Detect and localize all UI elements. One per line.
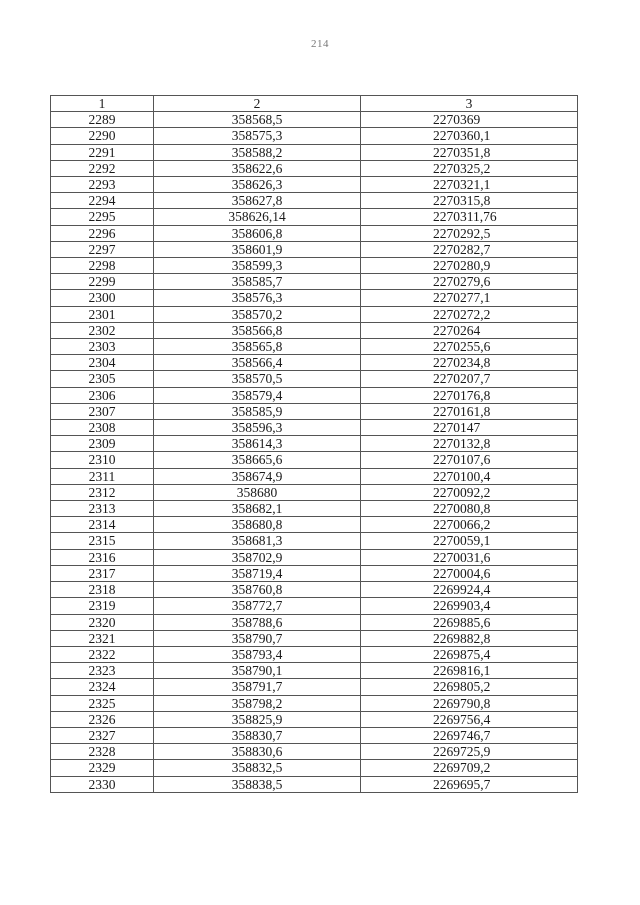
table-row bbox=[51, 533, 578, 549]
x-coordinate-cell: 358825,9 bbox=[154, 711, 361, 727]
point-number-cell: 2294 bbox=[51, 193, 154, 209]
x-coordinate-cell: 358566,8 bbox=[154, 322, 361, 338]
x-coordinate-cell: 358788,6 bbox=[154, 614, 361, 630]
point-number-cell: 2310 bbox=[51, 452, 154, 468]
x-coordinate-cell: 358674,9 bbox=[154, 468, 361, 484]
point-number-cell: 2327 bbox=[51, 727, 154, 743]
table-row bbox=[51, 274, 578, 290]
x-coordinate-cell: 358588,2 bbox=[154, 144, 361, 160]
point-number-cell: 2295 bbox=[51, 209, 154, 225]
table-header bbox=[51, 96, 578, 112]
y-coordinate-cell: 2270279,6 bbox=[361, 274, 578, 290]
x-coordinate-cell: 358702,9 bbox=[154, 549, 361, 565]
table-body bbox=[51, 112, 578, 793]
coordinates-table bbox=[50, 95, 578, 793]
y-coordinate-cell: 2270280,9 bbox=[361, 258, 578, 274]
point-number-cell: 2317 bbox=[51, 565, 154, 581]
x-coordinate-cell: 358772,7 bbox=[154, 598, 361, 614]
y-coordinate-cell: 2270369 bbox=[361, 112, 578, 128]
table-row bbox=[51, 177, 578, 193]
y-coordinate-cell: 2269805,2 bbox=[361, 679, 578, 695]
column-header-2: 2 bbox=[154, 96, 361, 112]
table-row bbox=[51, 776, 578, 792]
point-number-cell: 2300 bbox=[51, 290, 154, 306]
x-coordinate-cell: 358570,5 bbox=[154, 371, 361, 387]
point-number-cell: 2302 bbox=[51, 322, 154, 338]
table-row bbox=[51, 484, 578, 500]
point-number-cell: 2319 bbox=[51, 598, 154, 614]
table-row bbox=[51, 711, 578, 727]
y-coordinate-cell: 2269790,8 bbox=[361, 695, 578, 711]
table-row bbox=[51, 565, 578, 581]
point-number-cell: 2304 bbox=[51, 355, 154, 371]
y-coordinate-cell: 2270311,76 bbox=[361, 209, 578, 225]
table-row bbox=[51, 436, 578, 452]
table-row bbox=[51, 517, 578, 533]
table-row bbox=[51, 614, 578, 630]
point-number-cell: 2309 bbox=[51, 436, 154, 452]
x-coordinate-cell: 358665,6 bbox=[154, 452, 361, 468]
y-coordinate-cell: 2270272,2 bbox=[361, 306, 578, 322]
point-number-cell: 2323 bbox=[51, 663, 154, 679]
table-row bbox=[51, 112, 578, 128]
table-row bbox=[51, 646, 578, 662]
table-row bbox=[51, 549, 578, 565]
y-coordinate-cell: 2270351,8 bbox=[361, 144, 578, 160]
y-coordinate-cell: 2269756,4 bbox=[361, 711, 578, 727]
table-row bbox=[51, 306, 578, 322]
x-coordinate-cell: 358838,5 bbox=[154, 776, 361, 792]
x-coordinate-cell: 358570,2 bbox=[154, 306, 361, 322]
table-row bbox=[51, 630, 578, 646]
x-coordinate-cell: 358614,3 bbox=[154, 436, 361, 452]
point-number-cell: 2329 bbox=[51, 760, 154, 776]
x-coordinate-cell: 358719,4 bbox=[154, 565, 361, 581]
y-coordinate-cell: 2270092,2 bbox=[361, 484, 578, 500]
point-number-cell: 2313 bbox=[51, 501, 154, 517]
y-coordinate-cell: 2269903,4 bbox=[361, 598, 578, 614]
point-number-cell: 2289 bbox=[51, 112, 154, 128]
x-coordinate-cell: 358575,3 bbox=[154, 128, 361, 144]
x-coordinate-cell: 358626,3 bbox=[154, 177, 361, 193]
header-row bbox=[51, 96, 578, 112]
x-coordinate-cell: 358790,1 bbox=[154, 663, 361, 679]
table-row bbox=[51, 420, 578, 436]
y-coordinate-cell: 2270059,1 bbox=[361, 533, 578, 549]
table-row bbox=[51, 258, 578, 274]
table-row bbox=[51, 128, 578, 144]
x-coordinate-cell: 358681,3 bbox=[154, 533, 361, 549]
y-coordinate-cell: 2270321,1 bbox=[361, 177, 578, 193]
table-row bbox=[51, 452, 578, 468]
y-coordinate-cell: 2270360,1 bbox=[361, 128, 578, 144]
x-coordinate-cell: 358793,4 bbox=[154, 646, 361, 662]
y-coordinate-cell: 2270176,8 bbox=[361, 387, 578, 403]
table-row bbox=[51, 744, 578, 760]
point-number-cell: 2316 bbox=[51, 549, 154, 565]
table-row bbox=[51, 322, 578, 338]
point-number-cell: 2303 bbox=[51, 339, 154, 355]
x-coordinate-cell: 358585,7 bbox=[154, 274, 361, 290]
column-header-3: 3 bbox=[361, 96, 578, 112]
x-coordinate-cell: 358680,8 bbox=[154, 517, 361, 533]
x-coordinate-cell: 358682,1 bbox=[154, 501, 361, 517]
y-coordinate-cell: 2269924,4 bbox=[361, 582, 578, 598]
point-number-cell: 2324 bbox=[51, 679, 154, 695]
x-coordinate-cell: 358606,8 bbox=[154, 225, 361, 241]
x-coordinate-cell: 358830,6 bbox=[154, 744, 361, 760]
point-number-cell: 2321 bbox=[51, 630, 154, 646]
y-coordinate-cell: 2270325,2 bbox=[361, 160, 578, 176]
table-row bbox=[51, 598, 578, 614]
table-row bbox=[51, 339, 578, 355]
table-row bbox=[51, 209, 578, 225]
table-row bbox=[51, 468, 578, 484]
x-coordinate-cell: 358568,5 bbox=[154, 112, 361, 128]
y-coordinate-cell: 2270207,7 bbox=[361, 371, 578, 387]
point-number-cell: 2311 bbox=[51, 468, 154, 484]
x-coordinate-cell: 358760,8 bbox=[154, 582, 361, 598]
table-row bbox=[51, 225, 578, 241]
table-row bbox=[51, 727, 578, 743]
y-coordinate-cell: 2269816,1 bbox=[361, 663, 578, 679]
y-coordinate-cell: 2270315,8 bbox=[361, 193, 578, 209]
y-coordinate-cell: 2270031,6 bbox=[361, 549, 578, 565]
point-number-cell: 2312 bbox=[51, 484, 154, 500]
x-coordinate-cell: 358627,8 bbox=[154, 193, 361, 209]
table-row bbox=[51, 501, 578, 517]
y-coordinate-cell: 2269875,4 bbox=[361, 646, 578, 662]
point-number-cell: 2330 bbox=[51, 776, 154, 792]
y-coordinate-cell: 2270147 bbox=[361, 420, 578, 436]
table-row bbox=[51, 355, 578, 371]
point-number-cell: 2305 bbox=[51, 371, 154, 387]
page-number: 214 bbox=[311, 38, 329, 50]
point-number-cell: 2328 bbox=[51, 744, 154, 760]
y-coordinate-cell: 2269709,2 bbox=[361, 760, 578, 776]
point-number-cell: 2292 bbox=[51, 160, 154, 176]
point-number-cell: 2308 bbox=[51, 420, 154, 436]
point-number-cell: 2299 bbox=[51, 274, 154, 290]
table-row bbox=[51, 387, 578, 403]
x-coordinate-cell: 358798,2 bbox=[154, 695, 361, 711]
x-coordinate-cell: 358830,7 bbox=[154, 727, 361, 743]
y-coordinate-cell: 2270277,1 bbox=[361, 290, 578, 306]
x-coordinate-cell: 358599,3 bbox=[154, 258, 361, 274]
y-coordinate-cell: 2269746,7 bbox=[361, 727, 578, 743]
x-coordinate-cell: 358832,5 bbox=[154, 760, 361, 776]
point-number-cell: 2297 bbox=[51, 241, 154, 257]
point-number-cell: 2322 bbox=[51, 646, 154, 662]
y-coordinate-cell: 2270292,5 bbox=[361, 225, 578, 241]
table-row bbox=[51, 144, 578, 160]
point-number-cell: 2318 bbox=[51, 582, 154, 598]
table-row bbox=[51, 760, 578, 776]
x-coordinate-cell: 358791,7 bbox=[154, 679, 361, 695]
point-number-cell: 2315 bbox=[51, 533, 154, 549]
point-number-cell: 2325 bbox=[51, 695, 154, 711]
table-row bbox=[51, 663, 578, 679]
table-row bbox=[51, 695, 578, 711]
y-coordinate-cell: 2270132,8 bbox=[361, 436, 578, 452]
point-number-cell: 2296 bbox=[51, 225, 154, 241]
point-number-cell: 2298 bbox=[51, 258, 154, 274]
x-coordinate-cell: 358790,7 bbox=[154, 630, 361, 646]
y-coordinate-cell: 2269885,6 bbox=[361, 614, 578, 630]
y-coordinate-cell: 2270100,4 bbox=[361, 468, 578, 484]
y-coordinate-cell: 2270161,8 bbox=[361, 403, 578, 419]
y-coordinate-cell: 2270234,8 bbox=[361, 355, 578, 371]
y-coordinate-cell: 2270107,6 bbox=[361, 452, 578, 468]
y-coordinate-cell: 2270282,7 bbox=[361, 241, 578, 257]
x-coordinate-cell: 358601,9 bbox=[154, 241, 361, 257]
y-coordinate-cell: 2270004,6 bbox=[361, 565, 578, 581]
x-coordinate-cell: 358579,4 bbox=[154, 387, 361, 403]
point-number-cell: 2301 bbox=[51, 306, 154, 322]
point-number-cell: 2291 bbox=[51, 144, 154, 160]
x-coordinate-cell: 358680 bbox=[154, 484, 361, 500]
point-number-cell: 2326 bbox=[51, 711, 154, 727]
y-coordinate-cell: 2270264 bbox=[361, 322, 578, 338]
point-number-cell: 2306 bbox=[51, 387, 154, 403]
y-coordinate-cell: 2269882,8 bbox=[361, 630, 578, 646]
table-row bbox=[51, 160, 578, 176]
x-coordinate-cell: 358596,3 bbox=[154, 420, 361, 436]
point-number-cell: 2307 bbox=[51, 403, 154, 419]
table-row bbox=[51, 290, 578, 306]
y-coordinate-cell: 2270255,6 bbox=[361, 339, 578, 355]
y-coordinate-cell: 2270080,8 bbox=[361, 501, 578, 517]
x-coordinate-cell: 358566,4 bbox=[154, 355, 361, 371]
point-number-cell: 2293 bbox=[51, 177, 154, 193]
table-row bbox=[51, 679, 578, 695]
table-row bbox=[51, 193, 578, 209]
x-coordinate-cell: 358565,8 bbox=[154, 339, 361, 355]
x-coordinate-cell: 358622,6 bbox=[154, 160, 361, 176]
x-coordinate-cell: 358585,9 bbox=[154, 403, 361, 419]
point-number-cell: 2290 bbox=[51, 128, 154, 144]
y-coordinate-cell: 2269725,9 bbox=[361, 744, 578, 760]
y-coordinate-cell: 2269695,7 bbox=[361, 776, 578, 792]
table-row bbox=[51, 371, 578, 387]
point-number-cell: 2314 bbox=[51, 517, 154, 533]
table-row bbox=[51, 582, 578, 598]
x-coordinate-cell: 358576,3 bbox=[154, 290, 361, 306]
x-coordinate-cell: 358626,14 bbox=[154, 209, 361, 225]
y-coordinate-cell: 2270066,2 bbox=[361, 517, 578, 533]
table-row bbox=[51, 241, 578, 257]
point-number-cell: 2320 bbox=[51, 614, 154, 630]
column-header-1: 1 bbox=[51, 96, 154, 112]
table-row bbox=[51, 403, 578, 419]
